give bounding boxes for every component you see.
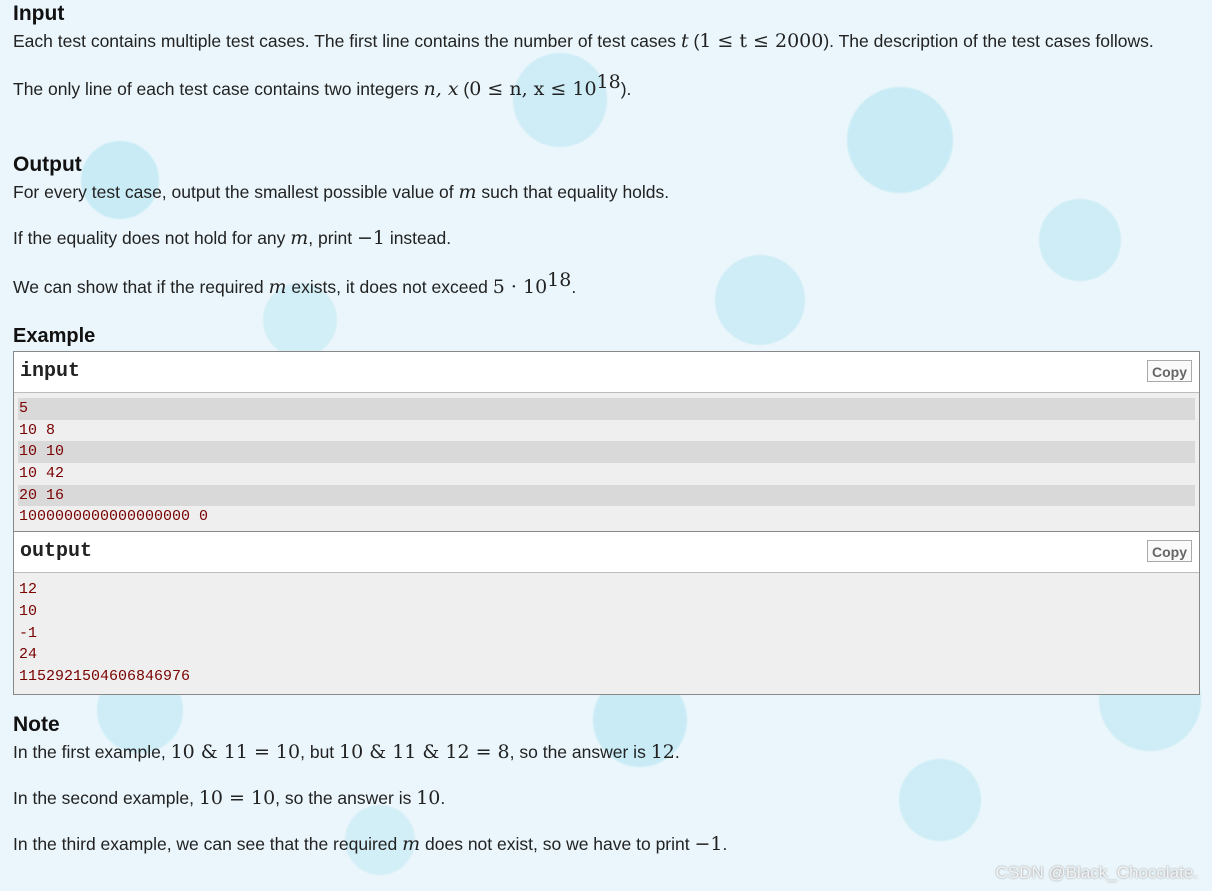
- math-range: 1 ≤ t ≤ 2000: [699, 30, 824, 52]
- text: .: [571, 277, 577, 297]
- note-paragraph-2: [13, 785, 1200, 812]
- text: , so the answer is: [509, 742, 651, 762]
- text: , but: [300, 742, 340, 762]
- text: , print: [308, 228, 357, 248]
- text: In the third example, we can see that the required: [13, 834, 403, 854]
- text: , so the answer is: [275, 788, 417, 808]
- code-line: 1000000000000000000 0: [19, 508, 209, 526]
- output-content[interactable]: [14, 573, 1199, 693]
- math-var: m: [290, 227, 309, 249]
- text: .: [722, 834, 728, 854]
- text: does not exist, so we have to print: [420, 834, 695, 854]
- text: ). The description of the test cases follows.: [823, 31, 1154, 51]
- example-box: [13, 351, 1200, 695]
- code-line: 12: [19, 581, 38, 599]
- math-value: −1: [356, 227, 385, 249]
- output-paragraph-1: [13, 179, 1200, 206]
- math-exponent: 18: [547, 269, 572, 292]
- output-paragraph-2: [13, 225, 1200, 252]
- code-line: 10 42: [19, 465, 65, 483]
- code-line: 10 8: [19, 421, 56, 439]
- text: (: [458, 79, 470, 99]
- input-header: [14, 352, 1199, 393]
- text: ).: [620, 79, 632, 99]
- text: If the equality does not hold for any: [13, 228, 291, 248]
- text: such that equality holds.: [476, 182, 670, 202]
- note-title: Note: [13, 713, 60, 736]
- math-var: m: [458, 181, 477, 203]
- input-title: Input: [13, 2, 65, 25]
- output-label: output: [20, 540, 93, 564]
- note-paragraph-3: [13, 831, 1200, 858]
- input-label: input: [20, 360, 81, 383]
- math-value: 10: [416, 787, 441, 809]
- code-line: 10: [19, 602, 38, 620]
- math-vars: n, x: [423, 78, 459, 100]
- text: In the second example,: [13, 788, 199, 808]
- note-paragraph-1: [13, 739, 1200, 766]
- output-section: [13, 151, 1200, 301]
- math-range: 0 ≤ n, x ≤ 10: [469, 78, 597, 100]
- example-title: Example: [13, 325, 96, 347]
- code-line: 24: [19, 646, 38, 664]
- watermark: CSDN @Black_Chocolate.: [995, 863, 1198, 882]
- text: For every test case, output the smallest possible value of: [13, 182, 459, 202]
- code-line: -1: [19, 624, 38, 642]
- math-var: t: [680, 30, 689, 52]
- output-header: [14, 532, 1199, 573]
- text: We can show that if the required: [13, 277, 269, 297]
- text: .: [674, 742, 680, 762]
- code-line: 1152921504606846976: [19, 667, 191, 685]
- text: Each test contains multiple test cases. The first line contains the number of test cases: [13, 31, 681, 51]
- input-paragraph-2: [13, 71, 1200, 103]
- text: exists, it does not exceed: [286, 277, 493, 297]
- math-expr: 10 = 10: [198, 787, 276, 809]
- code-line: 20 16: [18, 485, 1195, 507]
- output-paragraph-3: [13, 269, 1200, 301]
- math-var: m: [402, 833, 421, 855]
- code-line: 5: [18, 398, 1195, 420]
- note-section: [13, 711, 1200, 858]
- text: The only line of each test case contains two integers: [13, 79, 424, 99]
- math-value: 5 · 10: [492, 276, 548, 298]
- math-value: −1: [694, 833, 723, 855]
- math-expr: 10 & 11 & 12 = 8: [339, 741, 510, 763]
- input-content[interactable]: [14, 393, 1199, 531]
- copy-output-button[interactable]: Copy: [1147, 540, 1192, 562]
- text: .: [440, 788, 446, 808]
- input-paragraph-1: [13, 28, 1200, 55]
- code-line: 10 10: [18, 441, 1195, 463]
- math-exponent: 18: [596, 71, 621, 94]
- copy-input-button[interactable]: Copy: [1147, 360, 1192, 382]
- text: (: [688, 31, 700, 51]
- input-section: [13, 0, 1200, 103]
- math-value: 12: [650, 741, 675, 763]
- math-expr: 10 & 11 = 10: [170, 741, 301, 763]
- text: In the first example,: [13, 742, 171, 762]
- text: instead.: [384, 228, 452, 248]
- output-title: Output: [13, 153, 82, 176]
- math-var: m: [268, 276, 287, 298]
